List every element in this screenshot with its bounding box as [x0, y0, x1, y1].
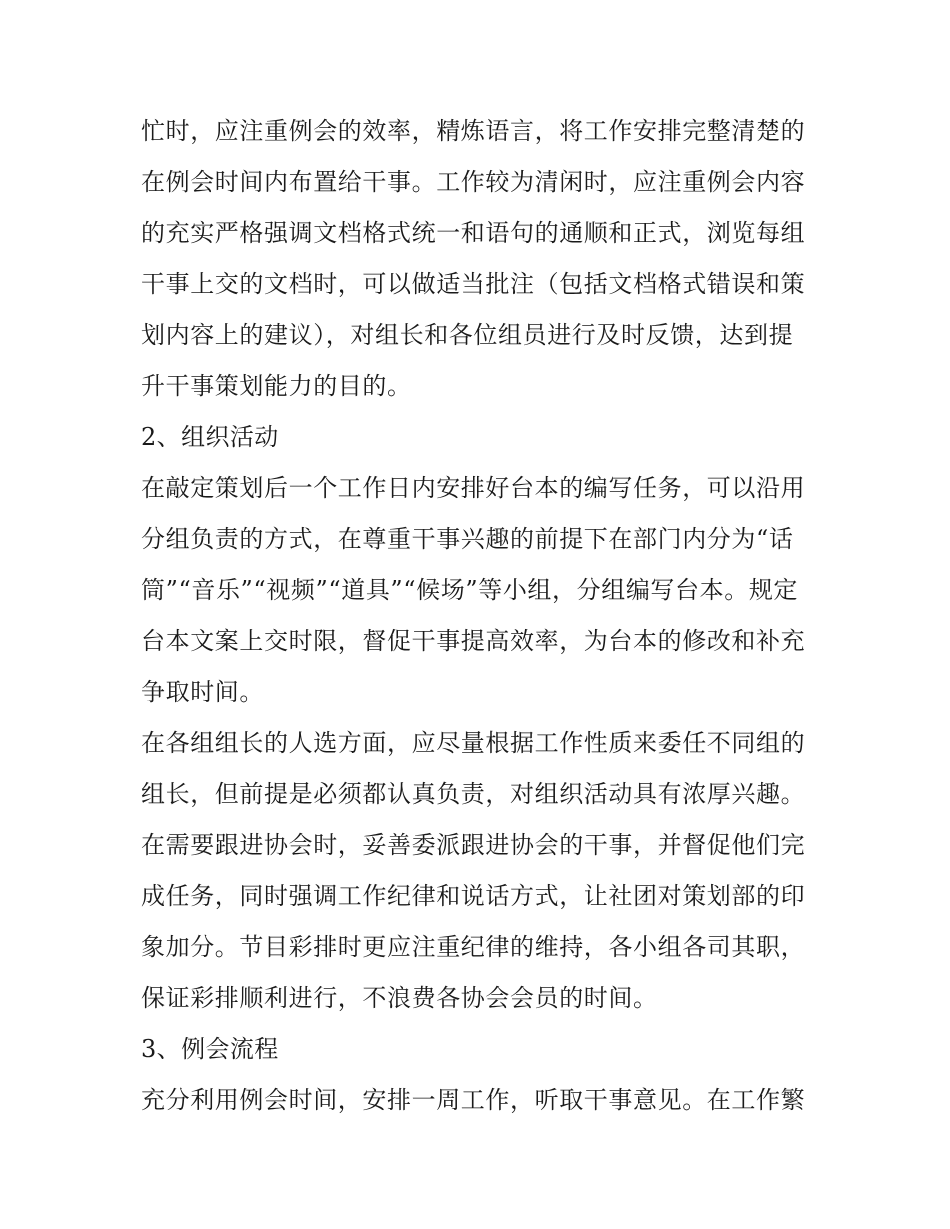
body-text-line: 干事上交的文档时，可以做适当批注（包括文档格式错误和策 — [141, 270, 806, 298]
body-text-line: 组长，但前提是必须都认真负责，对组织活动具有浓厚兴趣。 — [141, 780, 806, 808]
body-text-line: 象加分。节目彩排时更应注重纪律的维持，各小组各司其职， — [141, 933, 806, 961]
body-text-line: 在敲定策划后一个工作日内安排好台本的编写任务，可以沿用 — [141, 474, 806, 502]
body-text-line: 划内容上的建议），对组长和各位组员进行及时反馈，达到提 — [141, 321, 794, 349]
body-text-line: 充分利用例会时间，安排一周工作，听取干事意见。在工作繁 — [141, 1086, 806, 1114]
body-text-line: 筒”“音乐”“视频”“道具”“候场”等小组，分组编写台本。规定 — [141, 576, 799, 604]
body-text-line: 在需要跟进协会时，妥善委派跟进协会的干事，并督促他们完 — [141, 831, 806, 859]
body-text-line: 分组负责的方式，在尊重干事兴趣的前提下在部门内分为“话 — [141, 525, 794, 553]
body-text-line: 忙时，应注重例会的效率，精炼语言，将工作安排完整清楚的 — [141, 117, 806, 145]
body-text-line: 在各组组长的人选方面，应尽量根据工作性质来委任不同组的 — [141, 729, 806, 757]
body-text-line: 台本文案上交时限，督促干事提高效率，为台本的修改和补充 — [141, 627, 806, 655]
body-text-line: 升干事策划能力的目的。 — [141, 372, 412, 400]
body-text-line: 成任务，同时强调工作纪律和说话方式，让社团对策划部的印 — [141, 882, 806, 910]
body-text-line: 保证彩排顺利进行，不浪费各协会会员的时间。 — [141, 984, 658, 1012]
body-text-line: 争取时间。 — [141, 678, 264, 706]
body-text-line: 在例会时间内布置给干事。工作较为清闲时，应注重例会内容 — [141, 168, 806, 196]
section-heading: 2、组织活动 — [141, 423, 279, 451]
body-text-line: 的充实严格强调文档格式统一和语句的通顺和正式，浏览每组 — [141, 219, 806, 247]
section-heading: 3、例会流程 — [141, 1035, 279, 1063]
